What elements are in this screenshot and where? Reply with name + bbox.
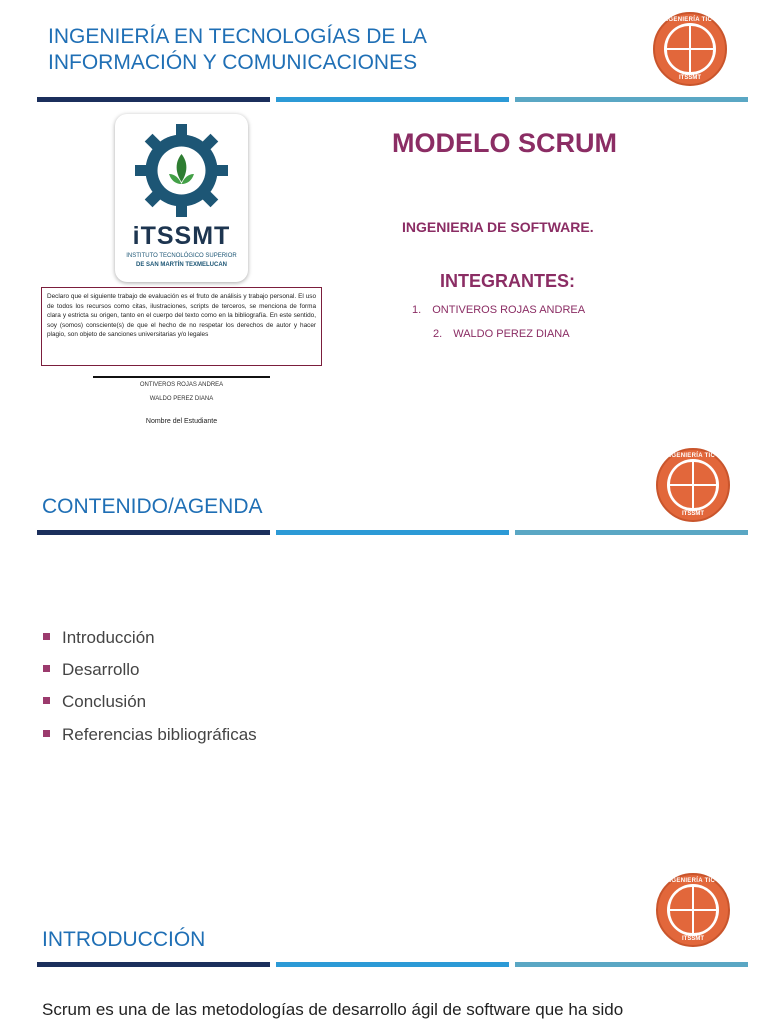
divider-grayblue [515, 962, 748, 967]
emblem-top-text: INGENIERÍA TIC'S [664, 878, 722, 884]
slide-1-title-line2: INFORMACIÓN Y COMUNICACIONES [48, 51, 418, 74]
agenda-item [43, 660, 139, 680]
agenda-item-label: Conclusión [62, 692, 147, 711]
emblem-globe-icon [670, 462, 692, 484]
agenda-item-label: Introducción [62, 628, 155, 647]
divider-blue [276, 962, 509, 967]
signature-name-1: ONTIVEROS ROJAS ANDREA [139, 382, 224, 388]
member-item-1 [412, 304, 585, 316]
bullet-square-icon [43, 730, 50, 737]
slide-3-title: INTRODUCCIÓN [42, 928, 206, 951]
divider-blue [276, 530, 509, 535]
divider-grayblue [515, 530, 748, 535]
intro-paragraph: Scrum es una de las metodologías de desarrollo ágil de software que ha sido [42, 1000, 624, 1019]
itssmt-logo [115, 114, 248, 282]
emblem-cloud-icon [694, 462, 716, 484]
emblem-bottom-text: ITSSMT [682, 936, 704, 942]
slide-2-title: CONTENIDO/AGENDA [42, 495, 263, 518]
emblem-gear-icon [691, 50, 713, 72]
main-title: MODELO SCRUM [392, 128, 617, 158]
bullet-square-icon [43, 697, 50, 704]
agenda-item-label: Desarrollo [62, 660, 140, 679]
emblem-gear-icon [694, 486, 716, 508]
ingenieria-tics-emblem [656, 448, 730, 522]
emblem-cloud-icon [694, 887, 716, 909]
emblem-tools-icon [667, 50, 689, 72]
emblem-inner [667, 459, 719, 511]
gear-emblem-icon [135, 124, 228, 217]
member-number: 2. [433, 328, 443, 340]
signature-caption: Nombre del Estudiante [145, 418, 218, 425]
slide-1-title [48, 24, 427, 76]
ingenieria-tics-emblem [653, 12, 727, 86]
itssmt-logo-sub1: INSTITUTO TECNOLÓGICO SUPERIOR [126, 253, 237, 259]
agenda-item-label: Referencias bibliográficas [62, 725, 257, 744]
slide-1-title-line1: INGENIERÍA EN TECNOLOGÍAS DE LA [48, 25, 427, 48]
itssmt-logo-sub2: DE SAN MARTÍN TEXMELUCAN [136, 262, 227, 268]
emblem-bottom-text: ITSSMT [679, 75, 701, 81]
member-name: WALDO PEREZ DIANA [453, 328, 570, 340]
member-name: ONTIVEROS ROJAS ANDREA [432, 304, 586, 316]
emblem-tools-icon [670, 911, 692, 933]
ingenieria-tics-emblem [656, 873, 730, 947]
emblem-top-text: INGENIERÍA TIC'S [664, 453, 722, 459]
agenda-item [43, 628, 155, 648]
emblem-top-text: INGENIERÍA TIC'S [661, 17, 719, 23]
emblem-inner [667, 884, 719, 936]
member-item-2 [433, 328, 570, 340]
emblem-globe-icon [670, 887, 692, 909]
subject-title: INGENIERIA DE SOFTWARE. [402, 219, 594, 235]
divider-navy [37, 530, 270, 535]
divider-grayblue [515, 97, 748, 102]
emblem-globe-icon [667, 26, 689, 48]
agenda-item [43, 725, 257, 745]
signature-line [93, 376, 270, 378]
members-heading: INTEGRANTES: [440, 271, 575, 291]
declaration-text: Declaro que el siguiente trabajo de evaluación es el fruto de análisis y trabajo personal. El uso de todos los recursos como citas, ilustraciones, scripts de terceros, se menciona de forma clara y estricta su origen, tanto en el cuerpo del texto como en la bibliografía. En este sentido, soy (somos) consciente(s) de que el hecho de no respetar los derechos de autor y hacer plagio, son objeto de sanciones universitarias y/o legales [47, 293, 316, 339]
divider-navy [37, 962, 270, 967]
emblem-inner [664, 23, 716, 75]
divider-blue [276, 97, 509, 102]
agenda-item [43, 692, 146, 712]
itssmt-logo-name: iTSSMT [132, 222, 231, 250]
emblem-cloud-icon [691, 26, 713, 48]
emblem-bottom-text: ITSSMT [682, 511, 704, 517]
emblem-gear-icon [694, 911, 716, 933]
bullet-square-icon [43, 665, 50, 672]
bullet-square-icon [43, 633, 50, 640]
emblem-tools-icon [670, 486, 692, 508]
signature-name-2: WALDO PEREZ DIANA [149, 396, 214, 402]
divider-navy [37, 97, 270, 102]
declaration-box [41, 287, 322, 366]
member-number: 1. [412, 304, 422, 316]
